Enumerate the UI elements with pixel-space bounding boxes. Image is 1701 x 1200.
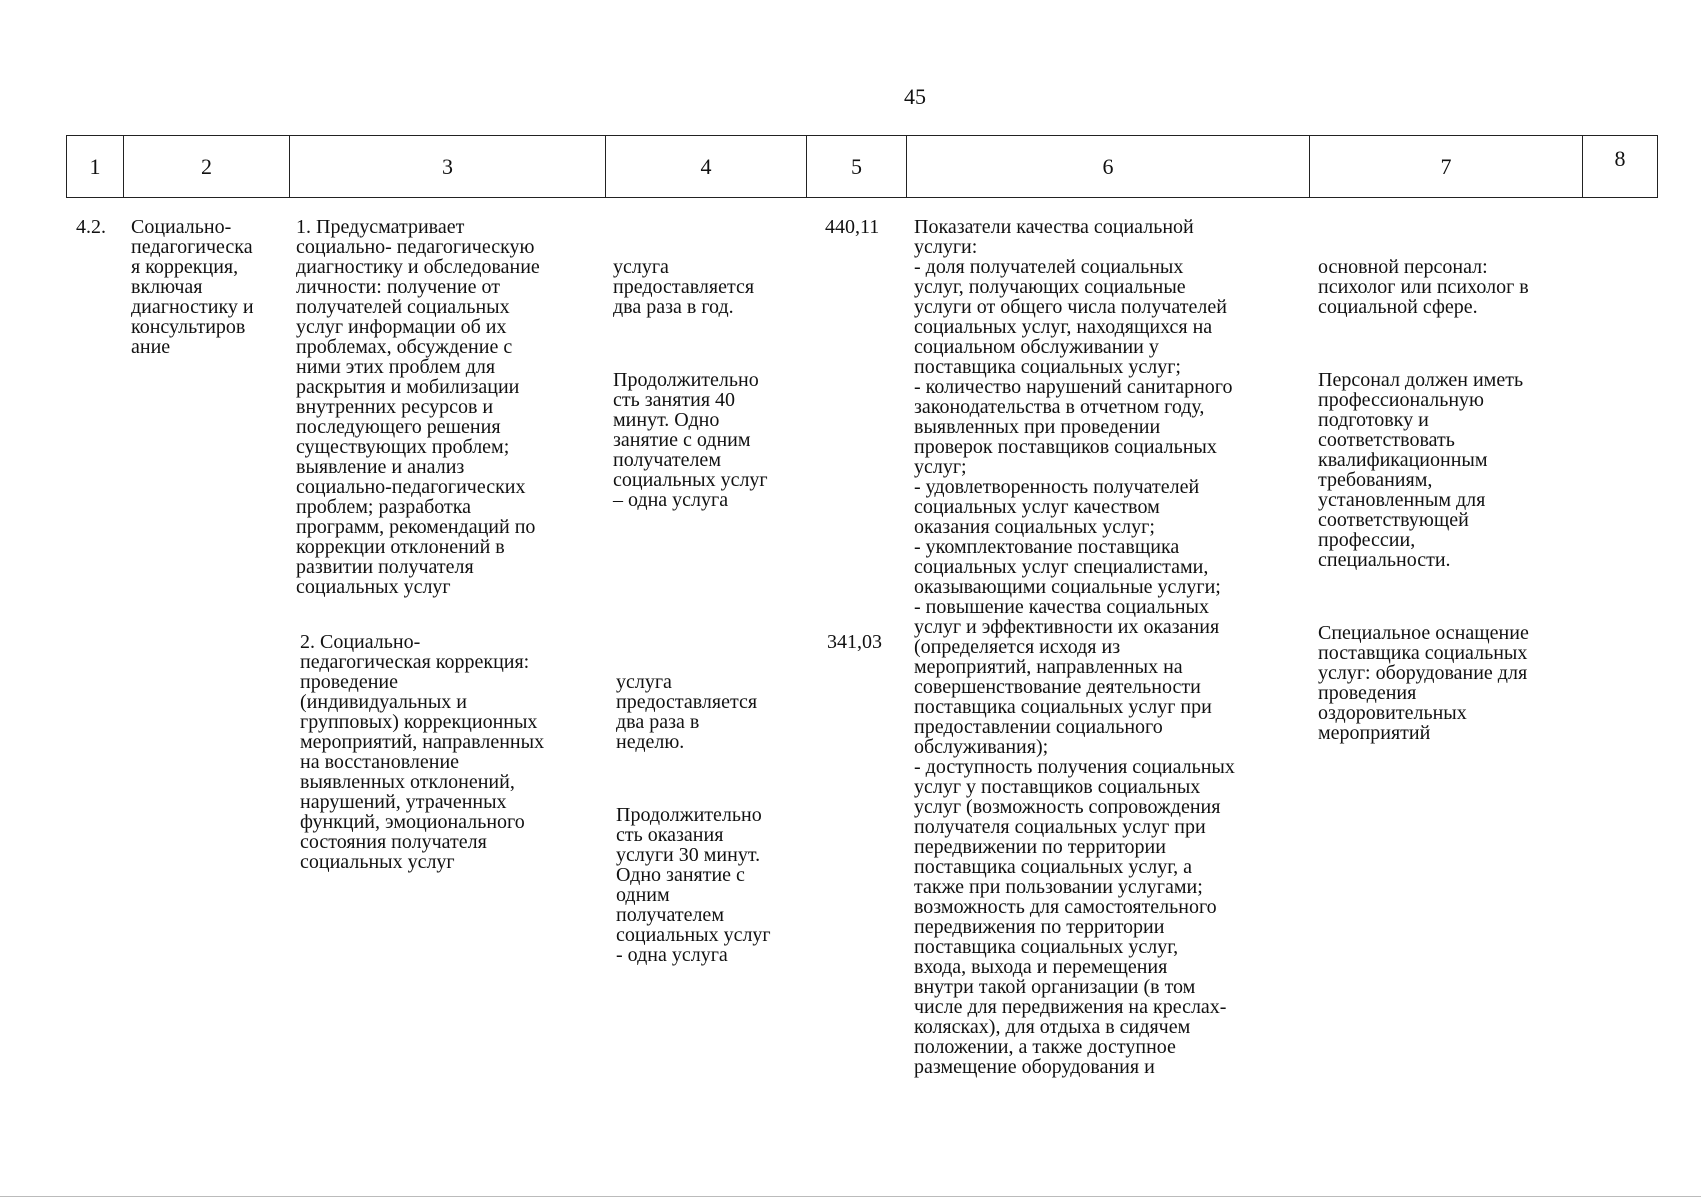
header-col-8: 8 bbox=[1614, 146, 1626, 171]
subservice-1-conditions bbox=[613, 217, 768, 530]
subservice-1-price: 440,11 bbox=[825, 216, 880, 238]
quality-indicators: Показатели качества социальной услуги: - доля получателей социальных услуг, получающих социальные услуги от общего числа получателей социальных услуг, находящихся на социальном обслуживании у поставщика социальных услуг; - количество нарушений санитарного законодательства в отчетном году, выявленных при проведении проверок поставщиков социальных услуг; - удовлетворенность получателей социальных услуг качеством оказания социальных услуг; - укомплектование поставщика социальных услуг специалистами, оказывающими социальные услуги; - повышение качества социальных услуг и эффективности их оказания (определяется исходя из мероприятий, направленных на совершенствование деятельности поставщика социальных услуг при предоставлении социального обслуживания); - доступность получения социальных услуг у поставщиков социальных услуг (возможность сопровождения получателя социальных услуг при передвижении по территории поставщика социальных услуг, а также при пользовании услугами; возможность для самостоятельного передвижения по территории поставщика социальных услуг, входа, выхода и перемещения внутри такой организации (в том числе для передвижения на креслах- колясках), для отдыха в сидячем положении, а также доступное размещение оборудования и bbox=[914, 216, 1235, 1078]
subservice-1-description: 1. Предусматривает социально- педагогическую диагностику и обследование личности: получение от получателей социальных услуг информации об их проблемах, обсуждение с ними этих проблем для раскрытия и мобилизации внутренних ресурсов и последующего решения существующих проблем; выявление и анализ социально-педагогических проблем; разработка программ, рекомендаций по коррекции отклонений в развитии получателя социальных услуг bbox=[296, 216, 540, 598]
header-col-6: 6 bbox=[907, 136, 1310, 197]
subservice-2-duration: Продолжительно сть оказания услуги 30 минут. Одно занятие с одним получателем социальных услуг - одна услуга bbox=[616, 804, 771, 966]
subservice-1-duration: Продолжительно сть занятия 40 минут. Одно занятие с одним получателем социальных услуг – одна услуга bbox=[613, 369, 768, 511]
subservice-2-frequency: услуга предоставляется два раза в неделю. bbox=[616, 671, 758, 753]
provider-conditions bbox=[1318, 217, 1529, 763]
page-number: 45 bbox=[904, 84, 926, 109]
row-number: 4.2. bbox=[76, 216, 106, 238]
subservice-1-frequency: услуга предоставляется два раза в год. bbox=[613, 256, 755, 318]
header-col-3: 3 bbox=[290, 136, 606, 197]
header-col-1: 1 bbox=[67, 136, 124, 197]
header-col-5: 5 bbox=[807, 136, 907, 197]
subservice-2-description: 2. Социально- педагогическая коррекция: проведение (индивидуальных и групповых) коррекционных мероприятий, направленных на восстановление выявленных отклонений, нарушений, утраченных функций, эмоционального состояния получателя социальных услуг bbox=[300, 631, 545, 873]
service-name: Социально- педагогическа я коррекция, включая диагностику и консультиров ание bbox=[131, 216, 254, 358]
table-header-row bbox=[66, 135, 1658, 198]
header-col-2: 2 bbox=[124, 136, 290, 197]
scan-edge-line bbox=[0, 1196, 1701, 1197]
header-col-4: 4 bbox=[606, 136, 807, 197]
subservice-2-conditions bbox=[616, 632, 771, 985]
condition-qualification: Персонал должен иметь профессиональную подготовку и соответствовать квалификационным требованиям, установленным для соответствующей профессии, специальности. bbox=[1318, 369, 1524, 571]
condition-staff: основной персонал: психолог или психолог в социальной сфере. bbox=[1318, 256, 1529, 318]
header-col-7: 7 bbox=[1310, 136, 1583, 197]
subservice-2-price: 341,03 bbox=[827, 631, 882, 653]
condition-equipment: Специальное оснащение поставщика социальных услуг: оборудование для проведения оздоровительных мероприятий bbox=[1318, 622, 1529, 744]
